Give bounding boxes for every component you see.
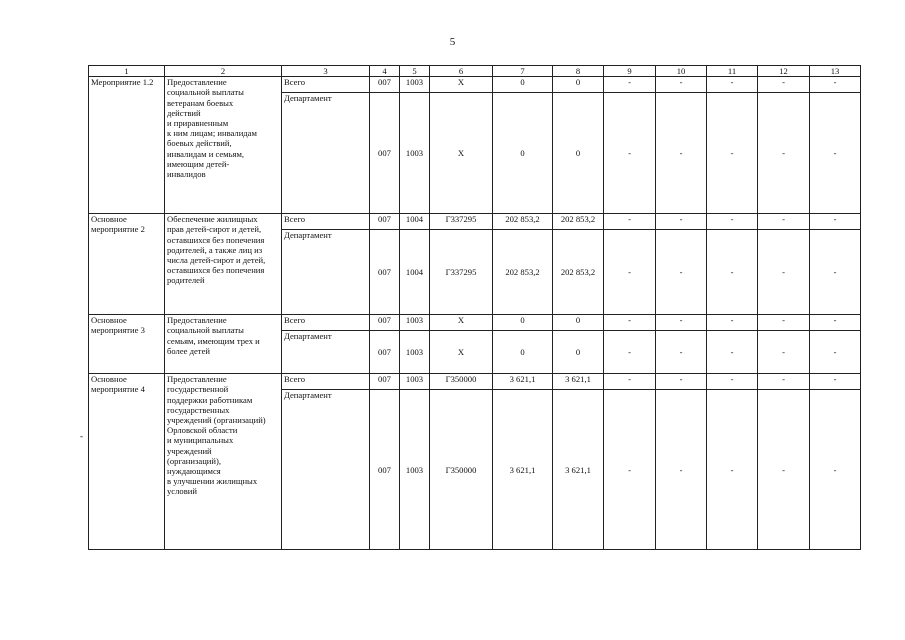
column-number-row bbox=[89, 66, 861, 77]
value-cell: 007 bbox=[370, 374, 400, 390]
value-cell: - bbox=[758, 331, 810, 374]
margin-mark: - bbox=[80, 431, 83, 441]
value-cell: 202 853,2 bbox=[553, 214, 604, 230]
value-cell: 0 bbox=[553, 93, 604, 214]
payer-cell: Всего bbox=[282, 315, 370, 331]
value-cell: - bbox=[810, 214, 861, 230]
value-cell: Г350000 bbox=[430, 374, 493, 390]
value-cell: - bbox=[758, 315, 810, 331]
column-header: 9 bbox=[604, 66, 656, 77]
payer-cell: Департамент bbox=[282, 230, 370, 315]
value-cell: 1004 bbox=[400, 214, 430, 230]
value-cell: 0 bbox=[553, 315, 604, 331]
value-cell: 1003 bbox=[400, 374, 430, 390]
column-header: 1 bbox=[89, 66, 165, 77]
payer-cell: Департамент bbox=[282, 331, 370, 374]
value-cell: - bbox=[656, 390, 707, 550]
value-cell: - bbox=[656, 214, 707, 230]
value-cell: 0 bbox=[493, 331, 553, 374]
value-cell: 007 bbox=[370, 390, 400, 550]
column-header: 11 bbox=[707, 66, 758, 77]
value-cell: - bbox=[604, 331, 656, 374]
value-cell: Х bbox=[430, 331, 493, 374]
payer-cell: Департамент bbox=[282, 93, 370, 214]
value-cell: 202 853,2 bbox=[553, 230, 604, 315]
value-cell: 3 621,1 bbox=[493, 374, 553, 390]
value-cell: Х bbox=[430, 315, 493, 331]
value-cell: Г337295 bbox=[430, 214, 493, 230]
value-cell: 007 bbox=[370, 315, 400, 331]
value-cell: - bbox=[604, 230, 656, 315]
value-cell: 3 621,1 bbox=[493, 390, 553, 550]
table-row bbox=[89, 214, 861, 230]
budget-table bbox=[88, 65, 861, 550]
value-cell: - bbox=[604, 315, 656, 331]
value-cell: 1003 bbox=[400, 331, 430, 374]
value-cell: - bbox=[707, 374, 758, 390]
value-cell: - bbox=[758, 214, 810, 230]
value-cell: 3 621,1 bbox=[553, 390, 604, 550]
value-cell: - bbox=[758, 390, 810, 550]
value-cell: 007 bbox=[370, 230, 400, 315]
value-cell: - bbox=[758, 230, 810, 315]
column-header: 10 bbox=[656, 66, 707, 77]
value-cell: - bbox=[810, 390, 861, 550]
value-cell: 1004 bbox=[400, 230, 430, 315]
value-cell: 007 bbox=[370, 93, 400, 214]
value-cell: - bbox=[656, 230, 707, 315]
value-cell: - bbox=[758, 77, 810, 93]
value-cell: 1003 bbox=[400, 315, 430, 331]
column-header: 13 bbox=[810, 66, 861, 77]
column-header: 8 bbox=[553, 66, 604, 77]
column-header: 12 bbox=[758, 66, 810, 77]
column-header: 2 bbox=[165, 66, 282, 77]
value-cell: 0 bbox=[493, 77, 553, 93]
value-cell: - bbox=[707, 77, 758, 93]
value-cell: 0 bbox=[493, 93, 553, 214]
column-header: 3 bbox=[282, 66, 370, 77]
value-cell: Х bbox=[430, 93, 493, 214]
value-cell: - bbox=[604, 93, 656, 214]
value-cell: - bbox=[656, 93, 707, 214]
activity-name: Основное мероприятие 4 bbox=[89, 374, 165, 550]
payer-cell: Всего bbox=[282, 77, 370, 93]
value-cell: 0 bbox=[493, 315, 553, 331]
value-cell: - bbox=[707, 390, 758, 550]
column-header: 4 bbox=[370, 66, 400, 77]
value-cell: - bbox=[810, 230, 861, 315]
value-cell: - bbox=[810, 315, 861, 331]
value-cell: 0 bbox=[553, 331, 604, 374]
value-cell: - bbox=[604, 77, 656, 93]
value-cell: - bbox=[604, 390, 656, 550]
value-cell: Х bbox=[430, 77, 493, 93]
column-header: 6 bbox=[430, 66, 493, 77]
value-cell: 007 bbox=[370, 77, 400, 93]
value-cell: - bbox=[707, 230, 758, 315]
value-cell: 1003 bbox=[400, 77, 430, 93]
payer-cell: Департамент bbox=[282, 390, 370, 550]
value-cell: 1003 bbox=[400, 390, 430, 550]
table-row bbox=[89, 374, 861, 390]
value-cell: 202 853,2 bbox=[493, 214, 553, 230]
value-cell: Г337295 bbox=[430, 230, 493, 315]
value-cell: - bbox=[604, 374, 656, 390]
value-cell: Г350000 bbox=[430, 390, 493, 550]
value-cell: - bbox=[707, 214, 758, 230]
value-cell: - bbox=[707, 315, 758, 331]
payer-cell: Всего bbox=[282, 214, 370, 230]
activity-description: Предоставление социальной выплаты ветеранам боевых действий и приравненным к ним лицам; инвалидам боевых действий, инвалидам и семьям, имеющим детей- инвалидов bbox=[165, 77, 282, 214]
value-cell: - bbox=[656, 77, 707, 93]
column-header: 5 bbox=[400, 66, 430, 77]
payer-cell: Всего bbox=[282, 374, 370, 390]
column-header: 7 bbox=[493, 66, 553, 77]
value-cell: - bbox=[656, 315, 707, 331]
value-cell: - bbox=[707, 93, 758, 214]
activity-name: Мероприятие 1.2 bbox=[89, 77, 165, 214]
value-cell: 0 bbox=[553, 77, 604, 93]
value-cell: - bbox=[810, 93, 861, 214]
value-cell: - bbox=[656, 374, 707, 390]
value-cell: 007 bbox=[370, 214, 400, 230]
activity-description: Предоставление государственной поддержки работникам государственных учреждений (организаций) Орловской области и муниципальных учреждений (организаций), нуждающимся в улучшении жилищных условий bbox=[165, 374, 282, 550]
activity-name: Основное мероприятие 2 bbox=[89, 214, 165, 315]
activity-name: Основное мероприятие 3 bbox=[89, 315, 165, 374]
value-cell: - bbox=[810, 374, 861, 390]
value-cell: 3 621,1 bbox=[553, 374, 604, 390]
value-cell: 007 bbox=[370, 331, 400, 374]
page-number: 5 bbox=[449, 36, 456, 48]
value-cell: - bbox=[810, 331, 861, 374]
activity-description: Обеспечение жилищных прав детей-сирот и детей, оставшихся без попечения родителей, а также лиц из числа детей-сирот и детей, оставшихся без попечения родителей bbox=[165, 214, 282, 315]
activity-description: Предоставление социальной выплаты семьям, имеющим трех и более детей bbox=[165, 315, 282, 374]
value-cell: 1003 bbox=[400, 93, 430, 214]
value-cell: - bbox=[656, 331, 707, 374]
table-row bbox=[89, 77, 861, 93]
value-cell: - bbox=[707, 331, 758, 374]
table-row bbox=[89, 315, 861, 331]
value-cell: - bbox=[758, 374, 810, 390]
value-cell: - bbox=[604, 214, 656, 230]
value-cell: - bbox=[810, 77, 861, 93]
value-cell: 202 853,2 bbox=[493, 230, 553, 315]
value-cell: - bbox=[758, 93, 810, 214]
